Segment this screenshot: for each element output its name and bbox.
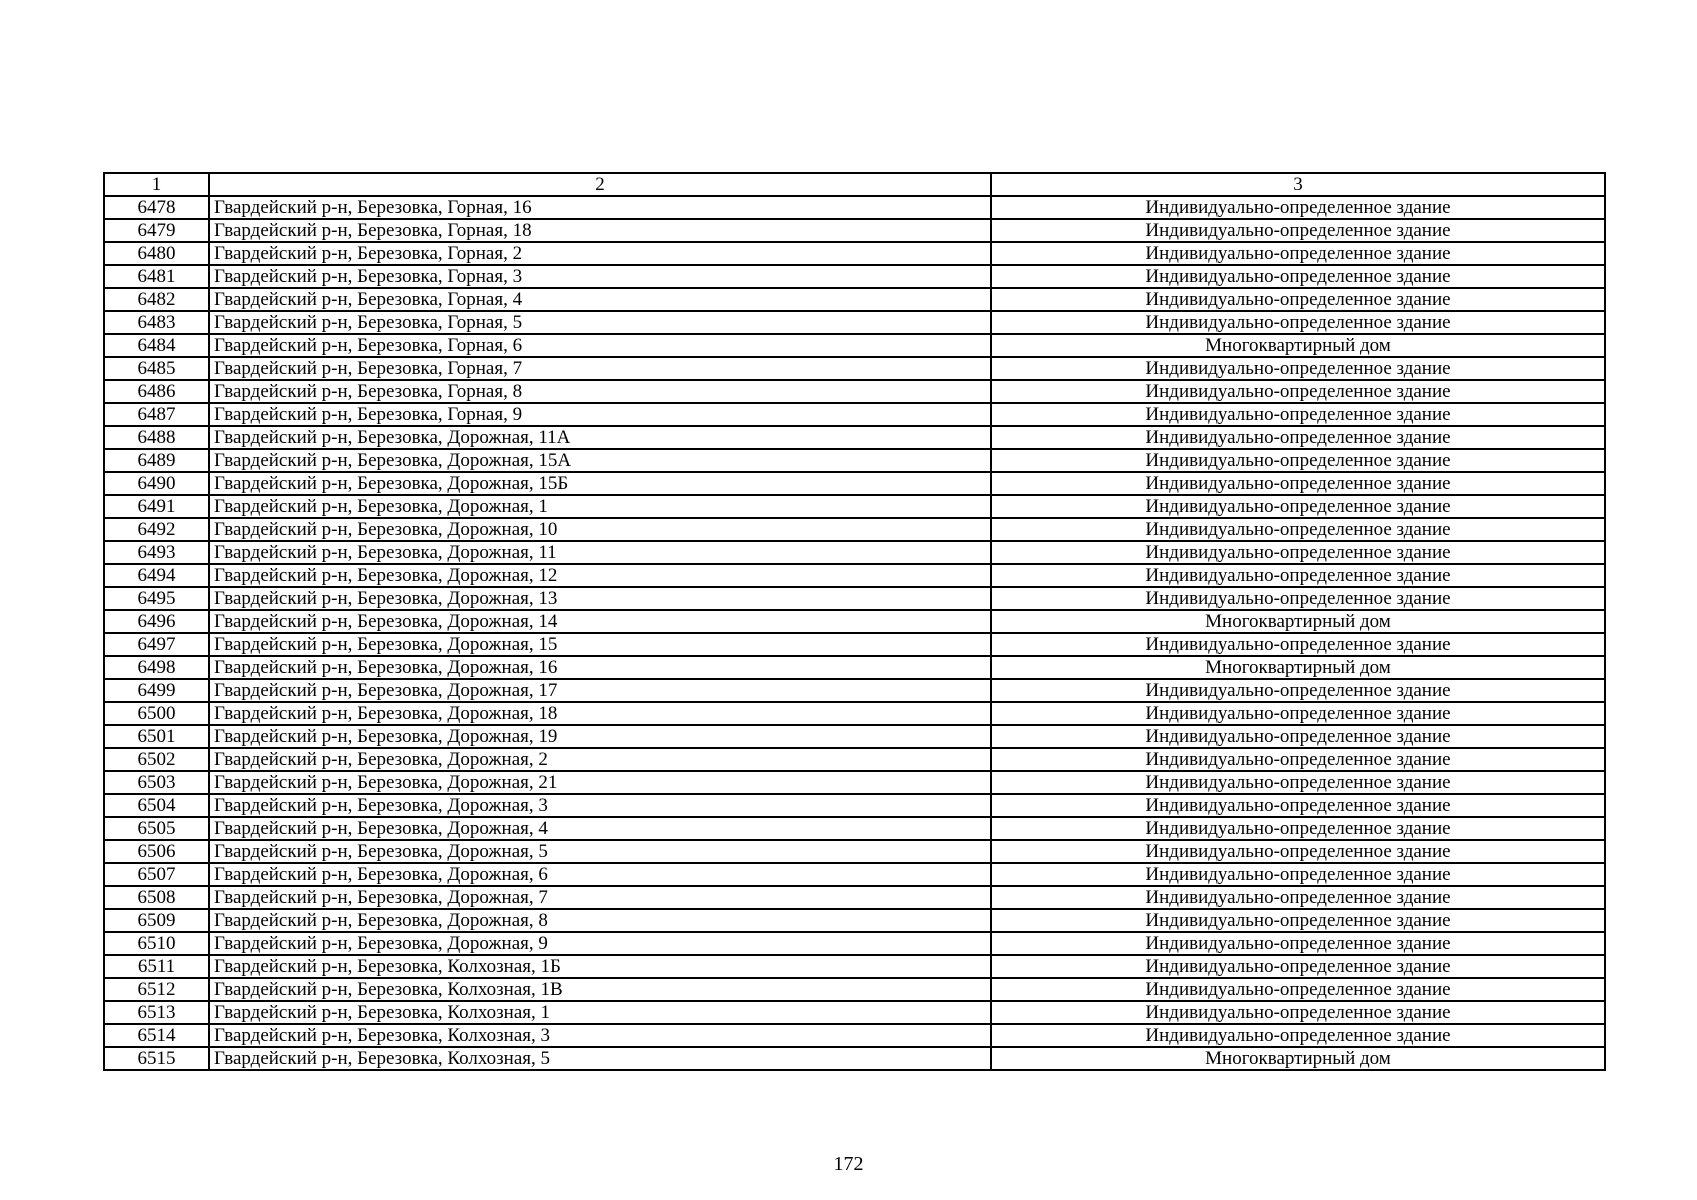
object-type-cell: Индивидуально-определенное здание [991, 863, 1605, 886]
table-row [104, 679, 1605, 702]
address-cell: Гвардейский р-н, Березовка, Дорожная, 14 [209, 610, 991, 633]
object-type-cell: Многоквартирный дом [991, 610, 1605, 633]
row-number-cell: 6490 [104, 472, 209, 495]
table-row [104, 817, 1605, 840]
row-number-cell: 6484 [104, 334, 209, 357]
row-number-cell: 6487 [104, 403, 209, 426]
object-type-cell: Индивидуально-определенное здание [991, 495, 1605, 518]
row-number-cell: 6496 [104, 610, 209, 633]
address-cell: Гвардейский р-н, Березовка, Дорожная, 18 [209, 702, 991, 725]
object-type-cell: Индивидуально-определенное здание [991, 840, 1605, 863]
row-number-cell: 6478 [104, 196, 209, 219]
row-number-cell: 6480 [104, 242, 209, 265]
address-cell: Гвардейский р-н, Березовка, Горная, 7 [209, 357, 991, 380]
object-type-cell: Индивидуально-определенное здание [991, 725, 1605, 748]
object-type-cell: Индивидуально-определенное здание [991, 564, 1605, 587]
row-number-cell: 6506 [104, 840, 209, 863]
object-type-cell: Индивидуально-определенное здание [991, 1024, 1605, 1047]
table-row [104, 978, 1605, 1001]
row-number-cell: 6514 [104, 1024, 209, 1047]
row-number-cell: 6499 [104, 679, 209, 702]
address-cell: Гвардейский р-н, Березовка, Горная, 2 [209, 242, 991, 265]
object-type-cell: Индивидуально-определенное здание [991, 196, 1605, 219]
table-row [104, 886, 1605, 909]
table-row [104, 288, 1605, 311]
column-header-2: 2 [209, 173, 991, 196]
table-row [104, 610, 1605, 633]
table-row [104, 955, 1605, 978]
table-row [104, 794, 1605, 817]
table-row [104, 541, 1605, 564]
address-cell: Гвардейский р-н, Березовка, Горная, 5 [209, 311, 991, 334]
row-number-cell: 6497 [104, 633, 209, 656]
table-row [104, 495, 1605, 518]
table-row [104, 932, 1605, 955]
address-cell: Гвардейский р-н, Березовка, Колхозная, 1 [209, 1001, 991, 1024]
address-cell: Гвардейский р-н, Березовка, Дорожная, 4 [209, 817, 991, 840]
address-cell: Гвардейский р-н, Березовка, Горная, 4 [209, 288, 991, 311]
object-type-cell: Индивидуально-определенное здание [991, 633, 1605, 656]
object-type-cell: Индивидуально-определенное здание [991, 886, 1605, 909]
row-number-cell: 6504 [104, 794, 209, 817]
table-row [104, 702, 1605, 725]
table-row [104, 403, 1605, 426]
object-type-cell: Индивидуально-определенное здание [991, 1001, 1605, 1024]
table-row [104, 1047, 1605, 1070]
address-cell: Гвардейский р-н, Березовка, Дорожная, 8 [209, 909, 991, 932]
row-number-cell: 6482 [104, 288, 209, 311]
object-type-cell: Индивидуально-определенное здание [991, 265, 1605, 288]
address-cell: Гвардейский р-н, Березовка, Дорожная, 21 [209, 771, 991, 794]
object-type-cell: Индивидуально-определенное здание [991, 541, 1605, 564]
object-type-cell: Индивидуально-определенное здание [991, 702, 1605, 725]
address-cell: Гвардейский р-н, Березовка, Дорожная, 16 [209, 656, 991, 679]
object-type-cell: Индивидуально-определенное здание [991, 955, 1605, 978]
table-row [104, 840, 1605, 863]
object-type-cell: Многоквартирный дом [991, 656, 1605, 679]
address-cell: Гвардейский р-н, Березовка, Дорожная, 10 [209, 518, 991, 541]
address-cell: Гвардейский р-н, Березовка, Колхозная, 5 [209, 1047, 991, 1070]
table-row [104, 334, 1605, 357]
object-type-cell: Индивидуально-определенное здание [991, 426, 1605, 449]
row-number-cell: 6501 [104, 725, 209, 748]
object-type-cell: Индивидуально-определенное здание [991, 242, 1605, 265]
table-row [104, 472, 1605, 495]
object-type-cell: Индивидуально-определенное здание [991, 518, 1605, 541]
table-row [104, 771, 1605, 794]
row-number-cell: 6479 [104, 219, 209, 242]
object-type-cell: Индивидуально-определенное здание [991, 472, 1605, 495]
object-type-cell: Индивидуально-определенное здание [991, 794, 1605, 817]
address-cell: Гвардейский р-н, Березовка, Дорожная, 6 [209, 863, 991, 886]
row-number-cell: 6507 [104, 863, 209, 886]
address-cell: Гвардейский р-н, Березовка, Дорожная, 2 [209, 748, 991, 771]
table-row [104, 196, 1605, 219]
object-type-cell: Многоквартирный дом [991, 1047, 1605, 1070]
table-row [104, 1001, 1605, 1024]
row-number-cell: 6503 [104, 771, 209, 794]
object-type-cell: Индивидуально-определенное здание [991, 219, 1605, 242]
address-cell: Гвардейский р-н, Березовка, Дорожная, 15 [209, 633, 991, 656]
address-cell: Гвардейский р-н, Березовка, Дорожная, 19 [209, 725, 991, 748]
row-number-cell: 6502 [104, 748, 209, 771]
table-row [104, 656, 1605, 679]
address-cell: Гвардейский р-н, Березовка, Колхозная, 1В [209, 978, 991, 1001]
object-type-cell: Индивидуально-определенное здание [991, 403, 1605, 426]
row-number-cell: 6505 [104, 817, 209, 840]
table-row [104, 265, 1605, 288]
row-number-cell: 6491 [104, 495, 209, 518]
row-number-cell: 6513 [104, 1001, 209, 1024]
row-number-cell: 6485 [104, 357, 209, 380]
address-cell: Гвардейский р-н, Березовка, Горная, 8 [209, 380, 991, 403]
address-cell: Гвардейский р-н, Березовка, Дорожная, 15Б [209, 472, 991, 495]
table-row [104, 219, 1605, 242]
row-number-cell: 6493 [104, 541, 209, 564]
table-row [104, 633, 1605, 656]
row-number-cell: 6509 [104, 909, 209, 932]
table-row [104, 1024, 1605, 1047]
column-header-1: 1 [104, 173, 209, 196]
address-cell: Гвардейский р-н, Березовка, Горная, 9 [209, 403, 991, 426]
table-header-row [104, 173, 1605, 196]
table-row [104, 426, 1605, 449]
row-number-cell: 6492 [104, 518, 209, 541]
table-row [104, 863, 1605, 886]
object-type-cell: Индивидуально-определенное здание [991, 817, 1605, 840]
table-row [104, 587, 1605, 610]
table-row [104, 725, 1605, 748]
object-type-cell: Индивидуально-определенное здание [991, 357, 1605, 380]
address-cell: Гвардейский р-н, Березовка, Дорожная, 5 [209, 840, 991, 863]
object-type-cell: Индивидуально-определенное здание [991, 909, 1605, 932]
address-cell: Гвардейский р-н, Березовка, Дорожная, 9 [209, 932, 991, 955]
table-row [104, 518, 1605, 541]
address-cell: Гвардейский р-н, Березовка, Дорожная, 11 [209, 541, 991, 564]
address-cell: Гвардейский р-н, Березовка, Дорожная, 7 [209, 886, 991, 909]
object-type-cell: Индивидуально-определенное здание [991, 288, 1605, 311]
table-body [104, 173, 1605, 1070]
address-cell: Гвардейский р-н, Березовка, Горная, 3 [209, 265, 991, 288]
row-number-cell: 6508 [104, 886, 209, 909]
table-row [104, 357, 1605, 380]
address-cell: Гвардейский р-н, Березовка, Дорожная, 11А [209, 426, 991, 449]
object-type-cell: Индивидуально-определенное здание [991, 311, 1605, 334]
table-row [104, 380, 1605, 403]
object-type-cell: Индивидуально-определенное здание [991, 748, 1605, 771]
address-cell: Гвардейский р-н, Березовка, Горная, 16 [209, 196, 991, 219]
table-row [104, 748, 1605, 771]
row-number-cell: 6515 [104, 1047, 209, 1070]
row-number-cell: 6481 [104, 265, 209, 288]
row-number-cell: 6500 [104, 702, 209, 725]
address-cell: Гвардейский р-н, Березовка, Колхозная, 1Б [209, 955, 991, 978]
object-type-cell: Индивидуально-определенное здание [991, 978, 1605, 1001]
table-row [104, 909, 1605, 932]
object-type-cell: Многоквартирный дом [991, 334, 1605, 357]
table-row [104, 242, 1605, 265]
address-cell: Гвардейский р-н, Березовка, Дорожная, 12 [209, 564, 991, 587]
address-cell: Гвардейский р-н, Березовка, Дорожная, 13 [209, 587, 991, 610]
row-number-cell: 6486 [104, 380, 209, 403]
row-number-cell: 6489 [104, 449, 209, 472]
object-type-cell: Индивидуально-определенное здание [991, 449, 1605, 472]
object-type-cell: Индивидуально-определенное здание [991, 380, 1605, 403]
table-row [104, 449, 1605, 472]
table-row [104, 564, 1605, 587]
address-cell: Гвардейский р-н, Березовка, Дорожная, 1 [209, 495, 991, 518]
row-number-cell: 6512 [104, 978, 209, 1001]
address-cell: Гвардейский р-н, Березовка, Горная, 6 [209, 334, 991, 357]
column-header-3: 3 [991, 173, 1605, 196]
page-number: 172 [833, 1153, 864, 1175]
address-cell: Гвардейский р-н, Березовка, Дорожная, 15А [209, 449, 991, 472]
row-number-cell: 6511 [104, 955, 209, 978]
object-type-cell: Индивидуально-определенное здание [991, 587, 1605, 610]
address-cell: Гвардейский р-н, Березовка, Горная, 18 [209, 219, 991, 242]
registry-table [103, 172, 1606, 1071]
address-cell: Гвардейский р-н, Березовка, Дорожная, 17 [209, 679, 991, 702]
address-cell: Гвардейский р-н, Березовка, Дорожная, 3 [209, 794, 991, 817]
row-number-cell: 6483 [104, 311, 209, 334]
row-number-cell: 6494 [104, 564, 209, 587]
table-row [104, 311, 1605, 334]
address-cell: Гвардейский р-н, Березовка, Колхозная, 3 [209, 1024, 991, 1047]
object-type-cell: Индивидуально-определенное здание [991, 679, 1605, 702]
row-number-cell: 6498 [104, 656, 209, 679]
object-type-cell: Индивидуально-определенное здание [991, 932, 1605, 955]
row-number-cell: 6510 [104, 932, 209, 955]
object-type-cell: Индивидуально-определенное здание [991, 771, 1605, 794]
row-number-cell: 6488 [104, 426, 209, 449]
row-number-cell: 6495 [104, 587, 209, 610]
